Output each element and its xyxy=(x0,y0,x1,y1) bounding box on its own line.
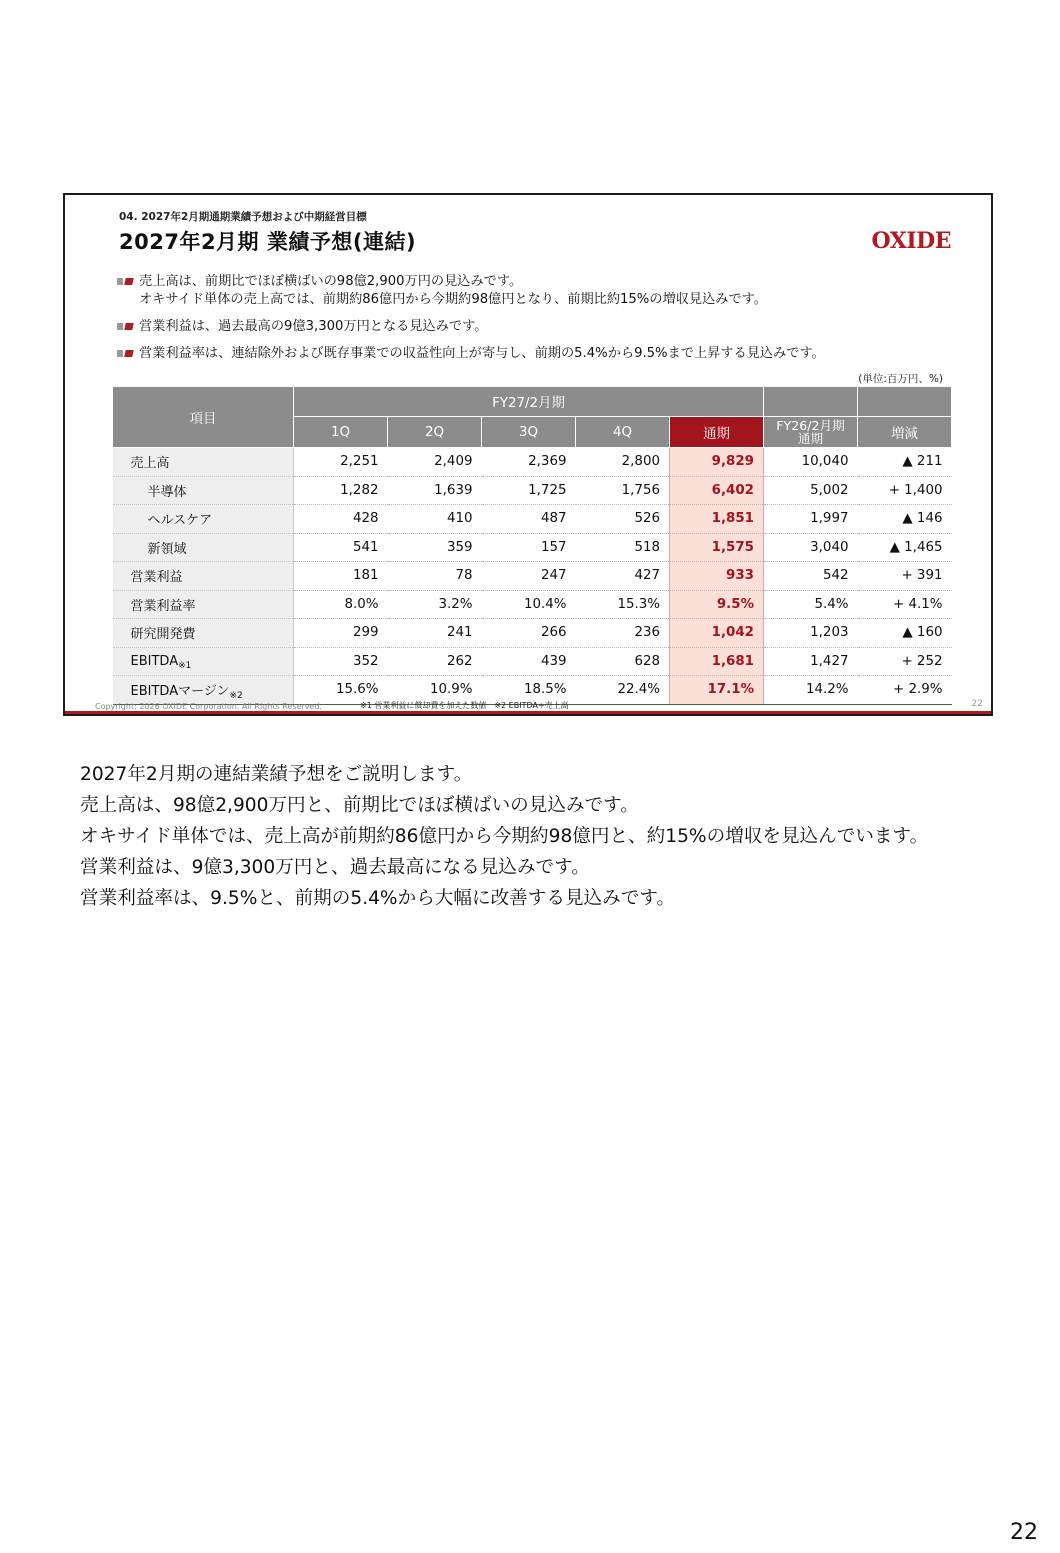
cell-prev: 542 xyxy=(764,562,858,591)
cell-total: 6,402 xyxy=(670,476,764,505)
row-label xyxy=(113,619,294,648)
cell-prev: 3,040 xyxy=(764,533,858,562)
cell-prev: 5.4% xyxy=(764,590,858,619)
bullet-text-continued: オキサイド単体の売上高では、前期約86億円から今期約98億円となり、前期比約15%の増収見込みです。 xyxy=(139,292,767,307)
row-label xyxy=(113,647,294,676)
forecast-table xyxy=(112,386,952,705)
row-label-text: ヘルスケア xyxy=(147,513,213,529)
cell-total: 1,042 xyxy=(670,619,764,648)
row-label-text: 営業利益率 xyxy=(130,598,196,614)
cell-q3: 2,369 xyxy=(482,448,576,477)
row-label xyxy=(113,476,294,505)
bullet-item xyxy=(117,345,957,363)
table-row xyxy=(113,590,952,619)
cell-total: 9,829 xyxy=(670,448,764,477)
header-total: 通期 xyxy=(670,417,764,448)
cell-q2: 241 xyxy=(388,619,482,648)
page-number: 22 xyxy=(1010,1520,1038,1545)
row-label xyxy=(113,562,294,591)
cell-q3: 487 xyxy=(482,505,576,534)
cell-change: ▲ 1,465 xyxy=(858,533,952,562)
header-prev xyxy=(764,417,858,448)
slide-number: 22 xyxy=(971,699,983,709)
cell-total: 1,851 xyxy=(670,505,764,534)
header-item: 項目 xyxy=(113,387,294,448)
bullet-text: 営業利益率は、連結除外および既存事業での収益性向上が寄与し、前期の5.4%から9.5%まで上昇する見込みです。 xyxy=(139,346,825,361)
cell-q4: 628 xyxy=(576,647,670,676)
note-paragraph: 営業利益率は、9.5%と、前期の5.4%から大幅に改善する見込みです。 xyxy=(80,888,676,909)
cell-prev: 14.2% xyxy=(764,676,858,705)
cell-q1: 8.0% xyxy=(294,590,388,619)
header-fy27: FY27/2月期 xyxy=(294,387,764,417)
cell-total: 9.5% xyxy=(670,590,764,619)
header-q1: 1Q xyxy=(294,417,388,448)
cell-q1: 352 xyxy=(294,647,388,676)
cell-q4: 2,800 xyxy=(576,448,670,477)
row-label-text: EBITDAマージン xyxy=(130,684,230,700)
row-label-footnote-mark: ※2 xyxy=(229,691,243,702)
cell-prev: 1,203 xyxy=(764,619,858,648)
table-row xyxy=(113,448,952,477)
row-label xyxy=(113,590,294,619)
cell-q1: 2,251 xyxy=(294,448,388,477)
cell-total: 933 xyxy=(670,562,764,591)
header-q3: 3Q xyxy=(482,417,576,448)
table-row xyxy=(113,647,952,676)
cell-change: ▲ 146 xyxy=(858,505,952,534)
cell-q2: 359 xyxy=(388,533,482,562)
cell-q3: 247 xyxy=(482,562,576,591)
row-label-text: 半導体 xyxy=(147,484,187,500)
note-paragraph: 売上高は、98億2,900万円と、前期比でほぼ横ばいの見込みです。 xyxy=(80,795,639,816)
cell-q2: 410 xyxy=(388,505,482,534)
cell-q4: 236 xyxy=(576,619,670,648)
note-paragraph: 営業利益は、9億3,300万円と、過去最高になる見込みです。 xyxy=(80,857,590,878)
cell-q4: 518 xyxy=(576,533,670,562)
cell-q1: 428 xyxy=(294,505,388,534)
cell-q1: 1,282 xyxy=(294,476,388,505)
section-label: 04. 2027年2月期通期業績予想および中期経営目標 xyxy=(119,211,367,223)
cell-q2: 78 xyxy=(388,562,482,591)
row-label-text: 新領域 xyxy=(147,541,187,557)
slide-bottom-rule xyxy=(65,711,991,714)
bullet-item xyxy=(117,273,957,309)
row-label-text: EBITDA xyxy=(130,653,179,669)
header-q2: 2Q xyxy=(388,417,482,448)
cell-total: 1,681 xyxy=(670,647,764,676)
row-label-footnote-mark: ※1 xyxy=(178,660,192,671)
cell-change: ▲ 160 xyxy=(858,619,952,648)
cell-q4: 22.4% xyxy=(576,676,670,705)
speaker-notes xyxy=(80,764,990,919)
bullet-marker-icon xyxy=(117,278,135,286)
table-row xyxy=(113,619,952,648)
cell-q4: 1,756 xyxy=(576,476,670,505)
row-label-text: 売上高 xyxy=(130,456,170,472)
slide xyxy=(63,193,993,716)
header-blank xyxy=(764,387,858,417)
row-label xyxy=(113,505,294,534)
copyright: Copyright: 2026 OXIDE Corporation. All Rights Reserved. xyxy=(95,702,322,711)
bullet-marker-icon xyxy=(117,350,135,358)
header-q4: 4Q xyxy=(576,417,670,448)
oxide-logo: OXIDE xyxy=(871,228,951,254)
footnote: ※1 営業利益に償却費を加えた数値 ※2 EBITDA÷売上高 xyxy=(360,701,569,710)
header-prev-line1: FY26/2月期 xyxy=(776,418,845,433)
header-prev-line2: 通期 xyxy=(797,431,824,446)
cell-q1: 299 xyxy=(294,619,388,648)
cell-change: + 4.1% xyxy=(858,590,952,619)
note-paragraph: 2027年2月期の連結業績予想をご説明します。 xyxy=(80,764,473,785)
bullet-marker-icon xyxy=(117,323,135,331)
table-body xyxy=(113,448,952,705)
cell-change: + 391 xyxy=(858,562,952,591)
cell-prev: 5,002 xyxy=(764,476,858,505)
cell-q2: 1,639 xyxy=(388,476,482,505)
row-label xyxy=(113,448,294,477)
cell-q3: 18.5% xyxy=(482,676,576,705)
cell-q2: 10.9% xyxy=(388,676,482,705)
slide-title: 2027年2月期 業績予想(連結) xyxy=(119,230,417,254)
cell-q4: 15.3% xyxy=(576,590,670,619)
cell-prev: 1,997 xyxy=(764,505,858,534)
table-row xyxy=(113,505,952,534)
cell-q2: 262 xyxy=(388,647,482,676)
cell-q4: 526 xyxy=(576,505,670,534)
cell-prev: 10,040 xyxy=(764,448,858,477)
cell-q3: 266 xyxy=(482,619,576,648)
bullet-list xyxy=(117,273,957,372)
cell-q1: 541 xyxy=(294,533,388,562)
cell-q3: 10.4% xyxy=(482,590,576,619)
cell-q3: 439 xyxy=(482,647,576,676)
bullet-text: 営業利益は、過去最高の9億3,300万円となる見込みです。 xyxy=(139,319,488,334)
unit-note: (単位:百万円、%) xyxy=(858,373,943,385)
header-change: 増減 xyxy=(858,417,952,448)
cell-q3: 1,725 xyxy=(482,476,576,505)
note-paragraph: オキサイド単体では、売上高が前期約86億円から今期約98億円と、約15%の増収を見込んでいます。 xyxy=(80,826,929,847)
cell-prev: 1,427 xyxy=(764,647,858,676)
bullet-item xyxy=(117,318,957,336)
row-label-text: 研究開発費 xyxy=(130,627,196,643)
cell-q2: 2,409 xyxy=(388,448,482,477)
cell-total: 1,575 xyxy=(670,533,764,562)
cell-q2: 3.2% xyxy=(388,590,482,619)
bullet-text: 売上高は、前期比でほぼ横ばいの98億2,900万円の見込みです。 xyxy=(139,274,523,289)
row-label xyxy=(113,533,294,562)
table-row xyxy=(113,476,952,505)
cell-q3: 157 xyxy=(482,533,576,562)
cell-total: 17.1% xyxy=(670,676,764,705)
header-blank xyxy=(858,387,952,417)
cell-change: ▲ 211 xyxy=(858,448,952,477)
row-label-text: 営業利益 xyxy=(130,570,183,586)
cell-q4: 427 xyxy=(576,562,670,591)
table-row xyxy=(113,533,952,562)
table-row xyxy=(113,562,952,591)
cell-change: + 1,400 xyxy=(858,476,952,505)
cell-change: + 252 xyxy=(858,647,952,676)
cell-q1: 15.6% xyxy=(294,676,388,705)
row-label xyxy=(113,676,294,705)
cell-q1: 181 xyxy=(294,562,388,591)
cell-change: + 2.9% xyxy=(858,676,952,705)
